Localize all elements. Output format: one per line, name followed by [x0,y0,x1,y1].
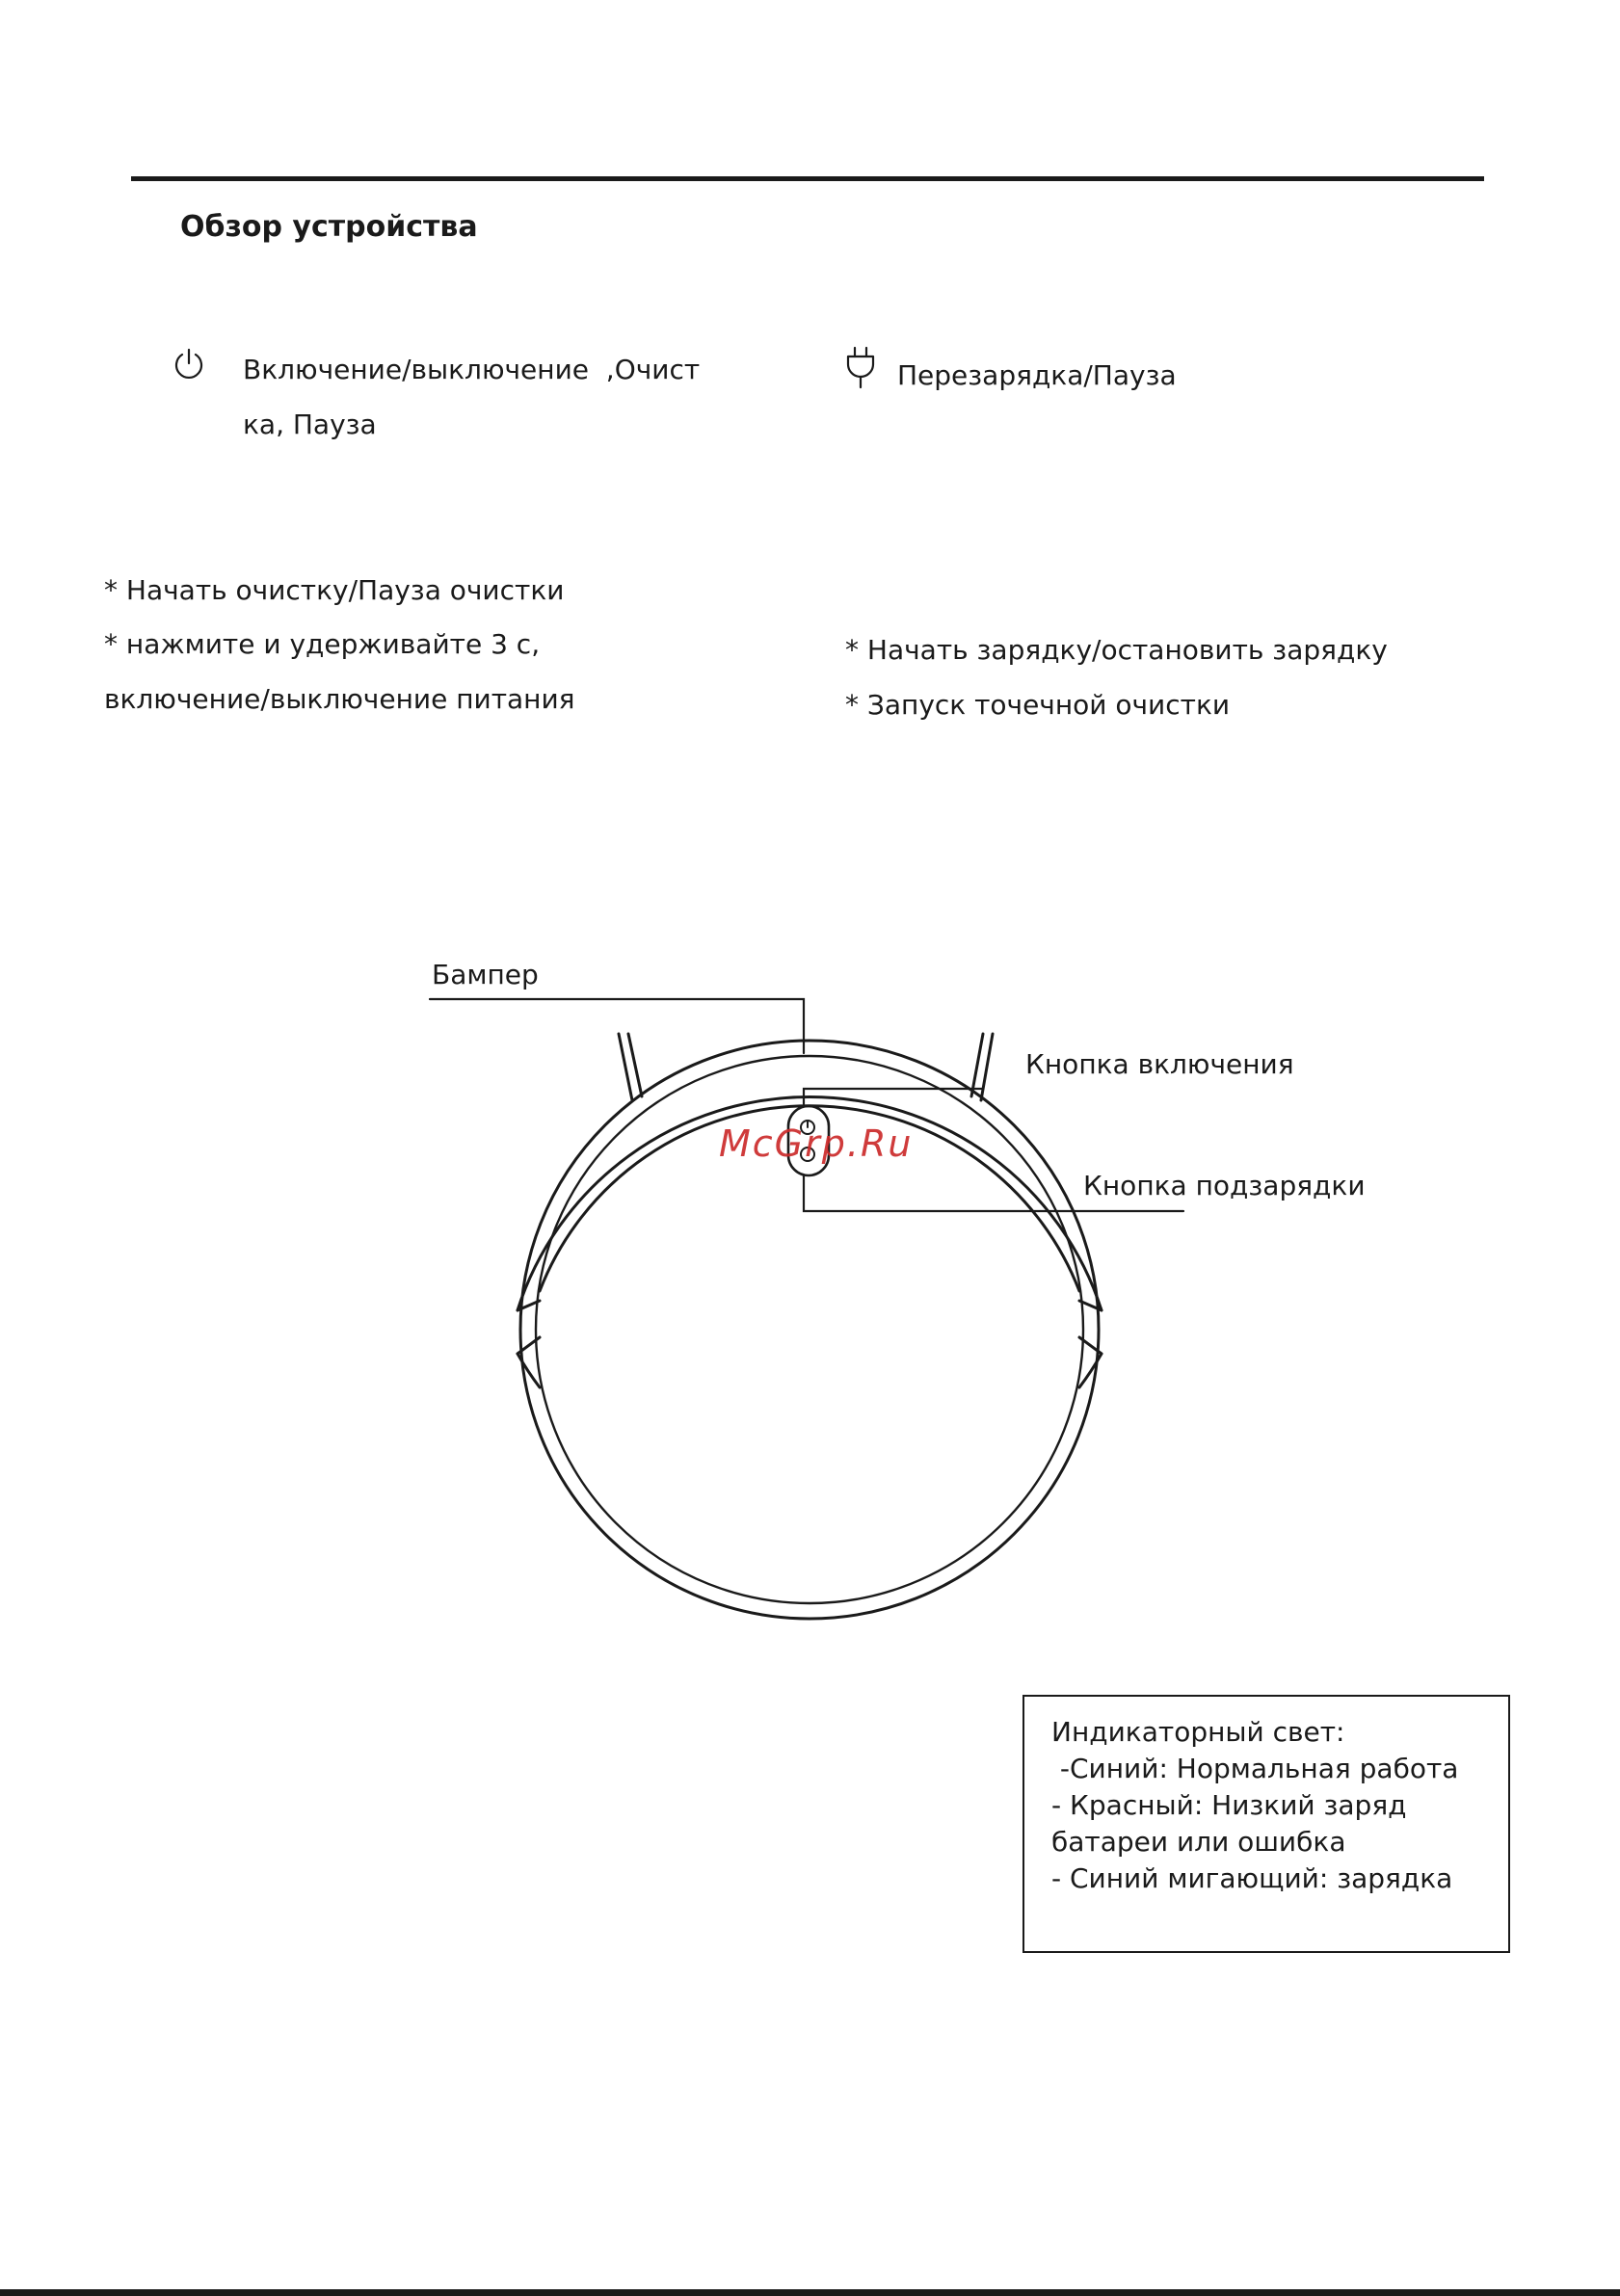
bottom-edge [0,2289,1620,2296]
indicator-line-2: - Красный: Низкий заряд [1051,1789,1407,1821]
power-note-2: * нажмите и удерживайте 3 с, [104,628,541,660]
indicator-line-1: -Синий: Нормальная работа [1051,1753,1459,1784]
callout-power-button: Кнопка включения [1025,1048,1294,1080]
power-note-1: * Начать очистку/Пауза очистки [104,574,565,606]
callout-bumper: Бампер [432,959,539,990]
power-label-line1: Включение/выключение ,Очист [243,354,701,385]
charge-note-1: * Начать зарядку/остановить зарядку [845,634,1388,666]
indicator-title: Индикаторный свет: [1051,1716,1345,1748]
page-title: Обзор устройства [180,210,478,244]
indicator-line-4: - Синий мигающий: зарядка [1051,1862,1453,1894]
charge-note-2: * Запуск точечной очистки [845,689,1231,721]
charge-label: Перезарядка/Пауза [897,359,1177,391]
power-note-3: включение/выключение питания [104,683,575,715]
indicator-legend-box [1022,1695,1510,1953]
right-side-brush [971,1034,983,1096]
callout-charge-button: Кнопка подзарядки [1083,1170,1366,1201]
watermark: McGrp.Ru [719,1122,914,1165]
power-label-line2: ка, Пауза [243,409,377,440]
indicator-line-3: батареи или ошибка [1051,1826,1346,1858]
bumper-callout-line [430,999,804,1053]
